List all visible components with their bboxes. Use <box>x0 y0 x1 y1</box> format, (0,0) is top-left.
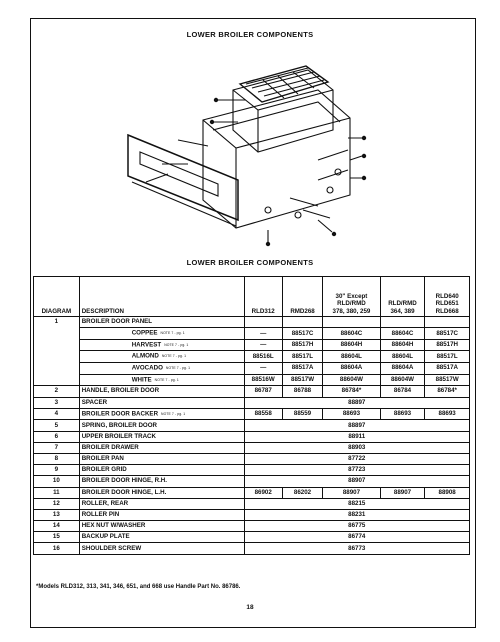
diagram-number: 13 <box>34 509 80 520</box>
part-number: 86202 <box>282 487 322 498</box>
part-description-text: BROILER DOOR HINGE, L.H. <box>81 488 167 496</box>
part-number <box>425 317 470 328</box>
part-number: 88604L <box>380 351 425 363</box>
table-row <box>34 374 470 386</box>
col-rld-rmd-line2: 364, 389 <box>390 307 415 315</box>
part-number <box>323 317 380 328</box>
part-number: 88558 <box>244 408 282 420</box>
part-description <box>79 317 244 328</box>
part-number: 88911 <box>244 431 469 442</box>
part-description-text: BROILER GRID <box>81 466 127 474</box>
part-note: NOTE 7 - pg. 1 <box>164 342 189 347</box>
col-rld312: RLD312 <box>244 277 282 317</box>
col-30-except-line1: 30" Except <box>335 292 368 300</box>
part-note: NOTE 7 - pg. 1 <box>160 331 185 336</box>
part-number <box>244 317 282 328</box>
diagram-number <box>34 339 80 351</box>
col-rld-rmd-line1: RLD/RMD <box>388 300 417 308</box>
part-number: 88215 <box>244 498 469 509</box>
part-description-text: ROLLER PIN <box>81 511 120 518</box>
diagram-number: 10 <box>34 476 80 487</box>
part-number: 88604W <box>380 374 425 386</box>
part-number: 88517A <box>425 363 470 375</box>
diagram-number: 11 <box>34 487 80 498</box>
col-rld-rmd-364 <box>380 277 425 317</box>
part-number: 88604A <box>380 363 425 375</box>
table-title: LOWER BROILER COMPONENTS <box>186 258 314 267</box>
part-number: 86788 <box>282 386 322 397</box>
diagram-number: 9 <box>34 465 80 476</box>
diagram-number: 7 <box>34 442 80 453</box>
part-number: 88517W <box>282 374 322 386</box>
col-30-except-line3: 378, 380, 259 <box>332 307 371 315</box>
part-number: 88517H <box>425 339 470 351</box>
part-number: — <box>244 328 282 340</box>
part-number: 86775 <box>244 521 469 532</box>
part-description <box>79 498 244 509</box>
col-rld640-line2: RLD651 <box>435 300 459 308</box>
part-note: NOTE 7 - pg. 1 <box>154 377 179 382</box>
part-description-text: SPRING, BROILER DOOR <box>81 421 158 429</box>
part-description-text: BACKUP PLATE <box>81 533 130 541</box>
page-number: 18 <box>246 604 254 611</box>
part-number: 88604H <box>380 339 425 351</box>
table-row <box>34 408 470 420</box>
part-number: 88907 <box>244 476 469 487</box>
diagram-number: 16 <box>34 543 80 554</box>
part-number: 88517C <box>425 328 470 340</box>
part-description <box>79 476 244 487</box>
part-number: 88907 <box>323 487 380 498</box>
table-header-row <box>34 277 470 317</box>
part-description <box>79 397 244 408</box>
part-number: 86784 <box>380 386 425 397</box>
part-number: 88693 <box>425 408 470 420</box>
footnote: *Models RLD312, 313, 341, 346, 651, and 668 use Handle Part No. 86786. <box>36 584 241 590</box>
table-row <box>34 431 470 442</box>
col-rld640 <box>425 277 470 317</box>
part-number: 88559 <box>282 408 322 420</box>
part-number: 88897 <box>244 397 469 408</box>
part-number: 88604C <box>323 328 380 340</box>
table-row <box>34 532 470 543</box>
table-row <box>34 420 470 431</box>
table-row <box>34 543 470 554</box>
table-row <box>34 442 470 453</box>
part-number: 86902 <box>244 487 282 498</box>
diagram-number: 5 <box>34 420 80 431</box>
part-description <box>79 521 244 532</box>
part-number: 88516W <box>244 374 282 386</box>
part-number: 88908 <box>425 487 470 498</box>
part-number: 88517L <box>425 351 470 363</box>
diagram-number <box>34 351 80 363</box>
diagram-number: 3 <box>34 397 80 408</box>
part-description-text: UPPER BROILER TRACK <box>81 432 156 440</box>
col-30-except <box>323 277 380 317</box>
part-number: 88517W <box>425 374 470 386</box>
table-row <box>34 453 470 464</box>
part-description-text: AVOCADO <box>131 364 163 372</box>
table-row <box>34 521 470 532</box>
table-row <box>34 363 470 375</box>
diagram-number: 15 <box>34 532 80 543</box>
part-description <box>79 442 244 453</box>
part-description <box>79 453 244 464</box>
col-30-except-line2: RLD/RMD <box>337 300 366 308</box>
part-note: NOTE 7 - pg. 1 <box>161 411 186 416</box>
diagram-number: 4 <box>34 408 80 420</box>
part-number: 86787 <box>244 386 282 397</box>
part-description-text: HEX NUT W/WASHER <box>81 522 146 530</box>
diagram-number: 12 <box>34 498 80 509</box>
part-description <box>79 509 244 520</box>
diagram-number: 6 <box>34 431 80 442</box>
parts-table <box>33 276 470 555</box>
part-description-text: WHITE <box>131 376 152 384</box>
part-description-text: BROILER DOOR PANEL <box>81 318 153 326</box>
col-rld640-line3: RLD668 <box>435 307 459 315</box>
exploded-diagram <box>118 60 368 250</box>
part-number: 86784* <box>323 386 380 397</box>
part-description <box>79 339 244 351</box>
part-description-text: ROLLER, REAR <box>81 499 129 507</box>
part-description <box>79 465 244 476</box>
part-description <box>79 328 244 340</box>
table-row <box>34 509 470 520</box>
col-description: DESCRIPTION <box>79 277 244 317</box>
part-description <box>79 363 244 375</box>
diagram-number: 1 <box>34 317 80 328</box>
part-number: 88897 <box>244 420 469 431</box>
part-description-text: SPACER <box>81 398 108 406</box>
part-description-text: COPPEE <box>131 329 158 337</box>
part-description <box>79 408 244 420</box>
diagram-number: 2 <box>34 386 80 397</box>
part-number: 88604H <box>323 339 380 351</box>
part-description-text: BROILER PAN <box>81 455 124 463</box>
part-description <box>79 374 244 386</box>
part-number: 87722 <box>244 453 469 464</box>
part-description <box>79 487 244 498</box>
part-number: 88903 <box>244 442 469 453</box>
part-description-text: SHOULDER SCREW <box>81 544 142 552</box>
part-number: — <box>244 339 282 351</box>
table-row <box>34 317 470 328</box>
col-rmd268: RMD268 <box>282 277 322 317</box>
part-note: NOTE 7 - pg. 1 <box>161 354 187 359</box>
part-number: 88231 <box>244 509 469 520</box>
part-description-text: HANDLE, BROILER DOOR <box>81 387 160 395</box>
part-number: 88517C <box>282 328 322 340</box>
table-row <box>34 339 470 351</box>
diagram-number <box>34 374 80 386</box>
part-number: 88604A <box>323 363 380 375</box>
part-description-text: HARVEST <box>131 341 162 349</box>
table-row <box>34 498 470 509</box>
table-row <box>34 328 470 340</box>
part-number <box>282 317 322 328</box>
diagram-number <box>34 363 80 375</box>
part-number: 88907 <box>380 487 425 498</box>
table-row <box>34 351 470 363</box>
part-description <box>79 386 244 397</box>
part-number: 88516L <box>244 351 282 363</box>
part-description-text: BROILER DOOR BACKER <box>81 410 159 418</box>
part-description <box>79 543 244 554</box>
part-number: 86774 <box>244 532 469 543</box>
part-number: 88604C <box>380 328 425 340</box>
part-number: 88604W <box>323 374 380 386</box>
part-description-text: BROILER DRAWER <box>81 443 139 451</box>
part-description <box>79 351 244 363</box>
part-number: 88517L <box>282 351 322 363</box>
col-diagram: DIAGRAM <box>34 277 80 317</box>
page-title: LOWER BROILER COMPONENTS <box>186 30 314 39</box>
col-rld640-line1: RLD640 <box>435 292 459 300</box>
part-number: 86773 <box>244 543 469 554</box>
part-number: 88517H <box>282 339 322 351</box>
part-number: 88517A <box>282 363 322 375</box>
part-number: 86784* <box>425 386 470 397</box>
table-row <box>34 487 470 498</box>
table-row <box>34 386 470 397</box>
part-description-text: ALMOND <box>131 353 159 361</box>
part-note: NOTE 7 - pg. 1 <box>165 366 191 371</box>
part-description <box>79 431 244 442</box>
part-number <box>380 317 425 328</box>
part-number: 88693 <box>323 408 380 420</box>
part-description-text: BROILER DOOR HINGE, R.H. <box>81 477 167 485</box>
part-description <box>79 420 244 431</box>
part-number: 88604L <box>323 351 380 363</box>
table-row <box>34 465 470 476</box>
table-row <box>34 476 470 487</box>
part-number: 88693 <box>380 408 425 420</box>
diagram-number: 14 <box>34 521 80 532</box>
part-number: 87723 <box>244 465 469 476</box>
table-row <box>34 397 470 408</box>
part-number: — <box>244 363 282 375</box>
diagram-number <box>34 328 80 340</box>
part-description <box>79 532 244 543</box>
diagram-number: 8 <box>34 453 80 464</box>
